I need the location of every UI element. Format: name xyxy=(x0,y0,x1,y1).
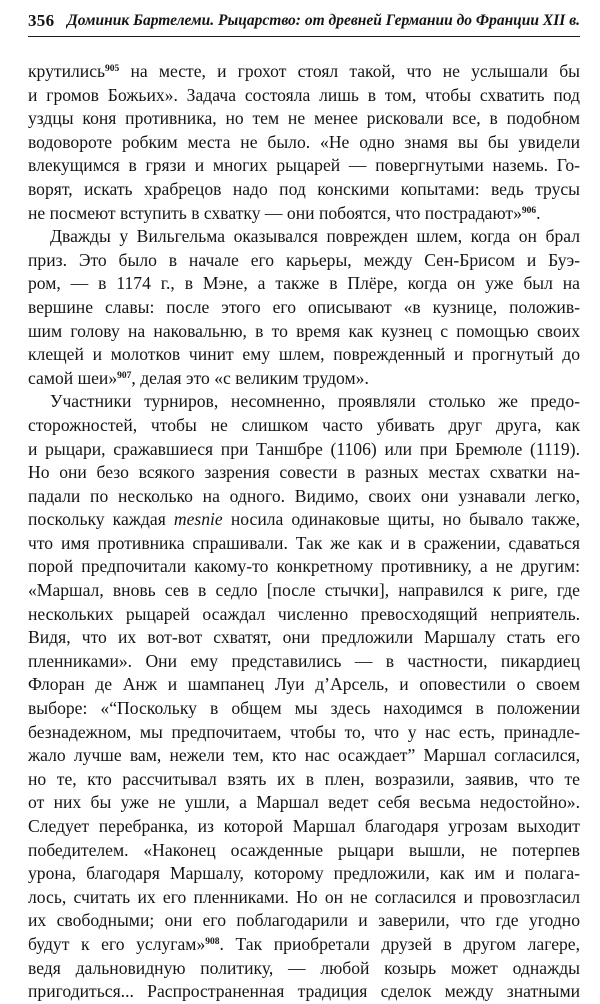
text-run: не посмеют вступить в схватку — они побоятся, что пострадают» xyxy=(28,202,522,223)
paragraph xyxy=(28,60,580,225)
text-line xyxy=(28,768,580,792)
text-line xyxy=(28,862,580,886)
text-line xyxy=(28,626,580,650)
text-run: Дважды у Вильгельма оказывался поврежден шлем, когда он брал xyxy=(50,226,580,247)
text-line xyxy=(28,60,580,84)
text-run: шим голову на наковальню, в то время как кузнец с помощью своих xyxy=(28,320,580,341)
text-line xyxy=(28,933,580,957)
text-line xyxy=(28,909,580,933)
text-run: пригодиться... Распространенная традиция сделок между знатными xyxy=(28,981,580,1002)
text-run: на месте, и грохот стоял такой, что не услышали бы xyxy=(119,61,580,81)
text-run: Следует перебранка, из которой Маршал благодаря угрозам выходит xyxy=(28,816,580,836)
text-line xyxy=(28,367,580,391)
running-title: Доминик Бартелеми. Рыцарство: от древней Германии до Франции XII в. xyxy=(67,12,580,29)
text-run: . Так приобретали друзей в другом лагере, xyxy=(219,933,581,954)
text-line xyxy=(28,508,580,532)
text-line xyxy=(28,107,580,131)
text-run: Видя, что их вот-вот схватят, они предложили Маршалу стать его xyxy=(28,627,580,648)
text-run: выборе: «“Поскольку в общем мы здесь находимся в положении xyxy=(28,698,580,719)
text-run: «Маршал, вновь сев в седло [после стычки], направился к риге, где xyxy=(28,580,580,601)
text-line xyxy=(28,414,580,438)
text-line xyxy=(28,603,580,627)
text-run: Флоран де Анж и шампанец Луи д’Арсель, и оповестили о своем xyxy=(28,674,580,695)
text-line xyxy=(28,673,580,697)
page-number: 356 xyxy=(28,11,55,30)
text-line xyxy=(28,579,580,603)
text-run: водовороте робким места не было. «Не одно знамя вы бы увидели xyxy=(28,131,580,152)
text-line xyxy=(28,555,580,579)
text-run: уздцы коня противника, но тем не менее рисковали все, в подобном xyxy=(28,108,580,129)
text-run: и рыцари, сражавшиеся при Таншбре (1106) или при Бремюле (1119). xyxy=(28,438,580,459)
text-run: падали по несколько на одного. Видимо, своих они узнавали легко, xyxy=(28,485,580,506)
text-run: и громов Божьих». Задача состояла лишь в том, чтобы схватить под xyxy=(28,84,580,105)
text-run: урона, благодаря Маршалу, которому предложили, как им и полага- xyxy=(28,863,580,884)
text-line xyxy=(28,272,580,296)
footnote-ref: 908 xyxy=(205,936,220,947)
paragraph xyxy=(28,225,580,390)
text-line xyxy=(28,744,580,768)
text-line xyxy=(28,886,580,910)
text-line xyxy=(28,343,580,367)
text-run: что имя противника спрашивали. Так же как и в сражении, сдаваться xyxy=(28,532,580,553)
text-line xyxy=(28,697,580,721)
text-line xyxy=(28,225,580,249)
text-run: клещей и молотков чинит ему шлем, поврежденный и прогнутый до xyxy=(28,344,580,365)
text-run: но те, кто рассчитывал взять их в плен, возразили, заявив, что те xyxy=(28,768,580,789)
footnote-ref: 905 xyxy=(105,64,120,74)
text-run: влекущимся в грязи и многих рыцарей — повергнутыми наземь. Го- xyxy=(28,155,580,176)
text-line xyxy=(28,721,580,745)
text-run: Но они безо всякого зазрения совести в разных местах схватки на- xyxy=(28,462,580,483)
text-line xyxy=(28,438,580,462)
text-line xyxy=(28,84,580,108)
text-line xyxy=(28,461,580,485)
text-run: самой шеи» xyxy=(28,367,118,388)
text-run: их свободными; они его поблагодарили и заверили, что где угодно xyxy=(28,910,580,931)
text-line xyxy=(28,390,580,414)
text-run: порой предпочитали какому-то конкретному противнику, а не другим: xyxy=(28,556,580,577)
text-run: приз. Это было в начале его карьеры, между Сен-Брисом и Буэ- xyxy=(28,249,580,270)
text-line xyxy=(28,296,580,320)
page-header xyxy=(28,10,580,37)
text-run: крутились xyxy=(28,61,106,81)
text-line xyxy=(28,131,580,155)
text-run: жало лучше вам, нежели тем, кто нас осаждает” Маршал согласился, xyxy=(28,745,580,766)
text-run: Участники турниров, несомненно, проявляли столько же предо- xyxy=(50,391,580,412)
text-run: от них бы уже не ушли, а Маршал ведет себя весьма недостойно». xyxy=(28,792,580,813)
text-line xyxy=(28,178,580,202)
text-line xyxy=(28,980,580,1004)
text-run: лось, считать их его пленниками. Но он не согласился и провозгласил xyxy=(28,886,580,907)
footnote-ref: 906 xyxy=(521,205,537,216)
text-run: сторожностей, чтобы не слишком часто убивать друг друга, как xyxy=(28,414,580,435)
text-run: нескольких рыцарей осаждал численно превосходящий неприятель. xyxy=(28,603,580,624)
text-run: ром, — в 1174 г., в Мэне, а также в Плёре, когда он уже был на xyxy=(28,273,580,294)
text-run: будут к его услугам» xyxy=(28,933,206,954)
text-line xyxy=(28,320,580,344)
text-line xyxy=(28,650,580,674)
body-text xyxy=(28,60,580,1004)
text-line xyxy=(28,202,580,226)
text-line xyxy=(28,532,580,556)
text-line xyxy=(28,791,580,815)
text-line xyxy=(28,249,580,273)
italic-term: mesnie xyxy=(173,509,223,530)
text-run: вершине славы: после этого его описывают «в кузнице, положив- xyxy=(28,296,580,317)
text-run: пленниками». Они ему представились — в частности, пикардиец xyxy=(28,650,580,671)
footnote-ref: 907 xyxy=(117,370,132,381)
text-run: носила одинаковые щиты, но бывало также, xyxy=(222,509,580,530)
text-run: ворят, искать храбрецов надо под конскими копытами: ведь трусы xyxy=(28,178,580,199)
text-line xyxy=(28,485,580,509)
text-run: поскольку каждая xyxy=(28,509,174,530)
text-line xyxy=(28,815,580,839)
text-run: победителем. «Наконец осажденные рыцари вышли, не потерпев xyxy=(28,839,580,860)
text-line xyxy=(28,957,580,981)
text-run: безнадежном, мы предпочитаем, чтобы то, что у нас есть, принадле- xyxy=(28,721,580,742)
text-line xyxy=(28,839,580,863)
text-run: . xyxy=(536,202,541,223)
paragraph xyxy=(28,390,580,1003)
text-run: , делая это «с великим трудом». xyxy=(131,367,369,388)
text-line xyxy=(28,154,580,178)
text-run: ведя дальновидную политику, — любой козырь может однажды xyxy=(28,957,580,978)
